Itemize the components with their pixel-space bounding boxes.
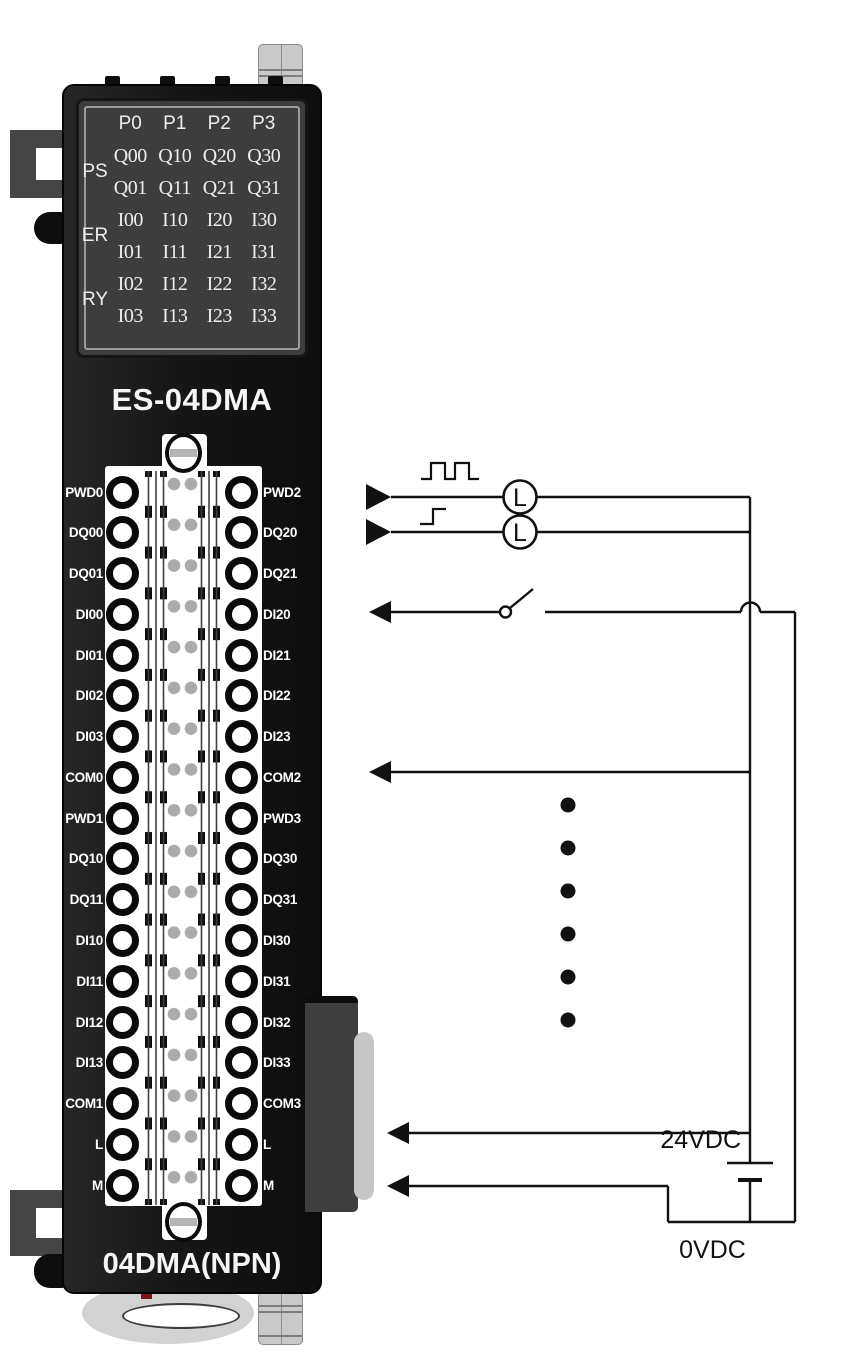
input-arrow	[369, 761, 391, 783]
terminal-label-right: PWD2	[263, 485, 301, 500]
terminal-row	[64, 1002, 322, 1043]
led-cell: I33	[251, 304, 277, 327]
screw-terminal	[225, 1128, 258, 1161]
led-cell: I02	[117, 272, 143, 295]
terminal-label-left: COM0	[65, 770, 103, 785]
switch-lever	[510, 589, 533, 608]
led-label-grid	[82, 108, 286, 332]
terminal-label-right: DI21	[263, 648, 291, 663]
terminal-label-left: L	[95, 1137, 103, 1152]
pulse-train-icon	[421, 463, 479, 479]
terminal-row	[64, 635, 322, 676]
screw-terminal	[106, 924, 139, 957]
screw-terminal	[225, 924, 258, 957]
screw-terminal	[225, 1169, 258, 1202]
terminal-row	[64, 716, 322, 757]
terminal-row	[64, 553, 322, 594]
terminal-row	[64, 1165, 322, 1206]
terminal-label-left: PWD0	[65, 485, 103, 500]
ellipsis-dot	[561, 884, 576, 899]
cylinder-top-face	[122, 1303, 240, 1329]
terminal-row	[64, 1083, 322, 1124]
led-column-header: P2	[207, 113, 231, 134]
led-group-label: RY	[81, 289, 109, 310]
led-cell: I12	[162, 272, 188, 295]
screw-terminal	[225, 1006, 258, 1039]
mounting-peg-bottom	[34, 1254, 64, 1288]
supply-negative-label: 0VDC	[679, 1236, 746, 1264]
terminal-label-left: DI12	[75, 1015, 103, 1030]
mounting-hook-top	[10, 130, 64, 198]
terminal-label-left: COM1	[65, 1096, 103, 1111]
side-connector-latch	[354, 1032, 374, 1200]
screw-terminal	[225, 842, 258, 875]
screw-terminal	[225, 965, 258, 998]
terminal-label-left: DI11	[76, 974, 103, 989]
terminal-label-left: DI03	[75, 729, 103, 744]
terminal-label-right: M	[263, 1178, 274, 1193]
terminal-label-left: DI00	[75, 607, 103, 622]
switch-pivot	[500, 607, 511, 618]
terminal-row	[64, 512, 322, 553]
module-model-label: ES-04DMA	[111, 382, 273, 417]
terminal-label-left: DQ00	[68, 525, 103, 540]
screw-terminal	[225, 639, 258, 672]
screw-terminal	[106, 720, 139, 753]
screw-terminal	[106, 679, 139, 712]
terminal-label-right: L	[263, 1137, 271, 1152]
terminal-label-right: PWD3	[263, 811, 301, 826]
terminal-label-right: DQ20	[263, 525, 298, 540]
output-arrow	[366, 519, 391, 545]
ellipsis-dot	[561, 1013, 576, 1028]
screw-terminal	[106, 557, 139, 590]
led-cell: I11	[162, 240, 187, 263]
screw-terminal	[225, 516, 258, 549]
screw-terminal	[225, 598, 258, 631]
terminal-row	[64, 879, 322, 920]
terminal-block-screw-top	[165, 433, 202, 473]
module-bottom-label: 04DMA(NPN)	[102, 1248, 282, 1280]
led-cell: Q11	[158, 176, 191, 199]
ellipsis-dot	[561, 927, 576, 942]
screw-terminal	[225, 883, 258, 916]
wire-lines	[391, 497, 795, 1222]
led-cell: Q20	[202, 144, 236, 167]
wire-crossover-hop	[741, 603, 760, 613]
screw-terminal	[106, 1006, 139, 1039]
led-column-header: P0	[118, 113, 142, 134]
input-arrow	[387, 1122, 409, 1144]
led-cell: Q10	[158, 144, 192, 167]
led-cell: Q30	[247, 144, 281, 167]
terminal-label-left: DI01	[75, 648, 103, 663]
led-cell: I01	[117, 240, 143, 263]
terminal-label-left: DQ11	[69, 892, 103, 907]
terminal-label-right: DI33	[263, 1055, 291, 1070]
led-cell: I32	[251, 272, 277, 295]
led-cell: Q00	[113, 144, 147, 167]
terminal-row	[64, 838, 322, 879]
led-column-header: P1	[163, 113, 187, 134]
led-cell: Q21	[202, 176, 236, 199]
step-signal-icon	[420, 509, 446, 524]
screw-terminal	[106, 598, 139, 631]
led-cell: I03	[117, 304, 143, 327]
red-mark	[141, 1294, 152, 1299]
led-cell: I21	[206, 240, 232, 263]
load-symbol	[504, 481, 537, 514]
terminal-row	[64, 675, 322, 716]
supply-positive-label: 24VDC	[660, 1126, 741, 1154]
screw-terminal	[106, 1128, 139, 1161]
led-cell: I31	[251, 240, 277, 263]
terminal-label-right: DI23	[263, 729, 291, 744]
load-letter: L	[513, 519, 527, 547]
terminal-row	[64, 1124, 322, 1165]
terminal-row	[64, 920, 322, 961]
screw-terminal	[106, 842, 139, 875]
led-cell: I30	[251, 208, 277, 231]
screw-terminal	[106, 639, 139, 672]
terminal-label-left: DQ10	[68, 851, 103, 866]
terminal-label-right: DQ21	[263, 566, 298, 581]
terminal-row	[64, 594, 322, 635]
terminal-label-right: DI31	[263, 974, 291, 989]
led-cell: I23	[206, 304, 232, 327]
terminal-row	[64, 798, 322, 839]
led-cell: I13	[162, 304, 188, 327]
screw-terminal	[106, 476, 139, 509]
terminal-row	[64, 757, 322, 798]
terminal-label-right: COM2	[263, 770, 301, 785]
load-letter: L	[513, 484, 527, 512]
led-cell: I00	[117, 208, 143, 231]
terminal-label-right: DI30	[263, 933, 291, 948]
screw-terminal	[225, 802, 258, 835]
ellipsis-dot	[561, 798, 576, 813]
led-cell: Q01	[113, 176, 147, 199]
screw-terminal	[106, 1169, 139, 1202]
led-cell: I22	[206, 272, 232, 295]
output-arrow	[366, 484, 391, 510]
terminal-label-left: DI10	[75, 933, 103, 948]
terminal-row	[64, 472, 322, 513]
terminal-label-right: DQ30	[263, 851, 298, 866]
screw-terminal	[106, 761, 139, 794]
led-column-header: P3	[252, 113, 276, 134]
screw-terminal	[225, 761, 258, 794]
side-connector-block	[305, 996, 358, 1212]
screw-terminal	[225, 1046, 258, 1079]
terminal-row	[64, 1042, 322, 1083]
terminal-label-left: DI13	[75, 1055, 103, 1070]
input-arrow	[387, 1175, 409, 1197]
rail-clamp-bottom	[258, 1292, 303, 1345]
terminal-label-left: M	[92, 1178, 103, 1193]
screw-terminal	[225, 476, 258, 509]
terminal-label-right: COM3	[263, 1096, 301, 1111]
terminal-label-right: DI32	[263, 1015, 291, 1030]
led-cell: I10	[162, 208, 188, 231]
screw-terminal	[225, 679, 258, 712]
screw-terminal	[225, 557, 258, 590]
screw-terminal	[225, 720, 258, 753]
terminal-row	[64, 961, 322, 1002]
terminal-label-right: DQ31	[263, 892, 298, 907]
terminal-label-right: DI22	[263, 688, 291, 703]
screw-terminal	[225, 1087, 258, 1120]
terminal-label-left: PWD1	[65, 811, 103, 826]
mounting-hook-bottom	[10, 1190, 64, 1256]
terminal-label-left: DI02	[75, 688, 103, 703]
screw-terminal	[106, 883, 139, 916]
ellipsis-dot	[561, 970, 576, 985]
led-cell: Q31	[247, 176, 281, 199]
terminal-label-right: DI20	[263, 607, 291, 622]
screw-terminal	[106, 1087, 139, 1120]
screw-terminal	[106, 1046, 139, 1079]
screw-terminal	[106, 965, 139, 998]
led-cell: I20	[206, 208, 232, 231]
screw-terminal	[106, 802, 139, 835]
load-symbol	[504, 516, 537, 549]
led-group-label: PS	[82, 161, 108, 182]
terminal-block-screw-bottom	[165, 1202, 202, 1242]
ellipsis-dot	[561, 841, 576, 856]
terminal-label-left: DQ01	[68, 566, 103, 581]
led-group-label: ER	[81, 225, 109, 246]
mounting-peg-top	[34, 212, 64, 244]
input-arrow	[369, 601, 391, 623]
screw-terminal	[106, 516, 139, 549]
